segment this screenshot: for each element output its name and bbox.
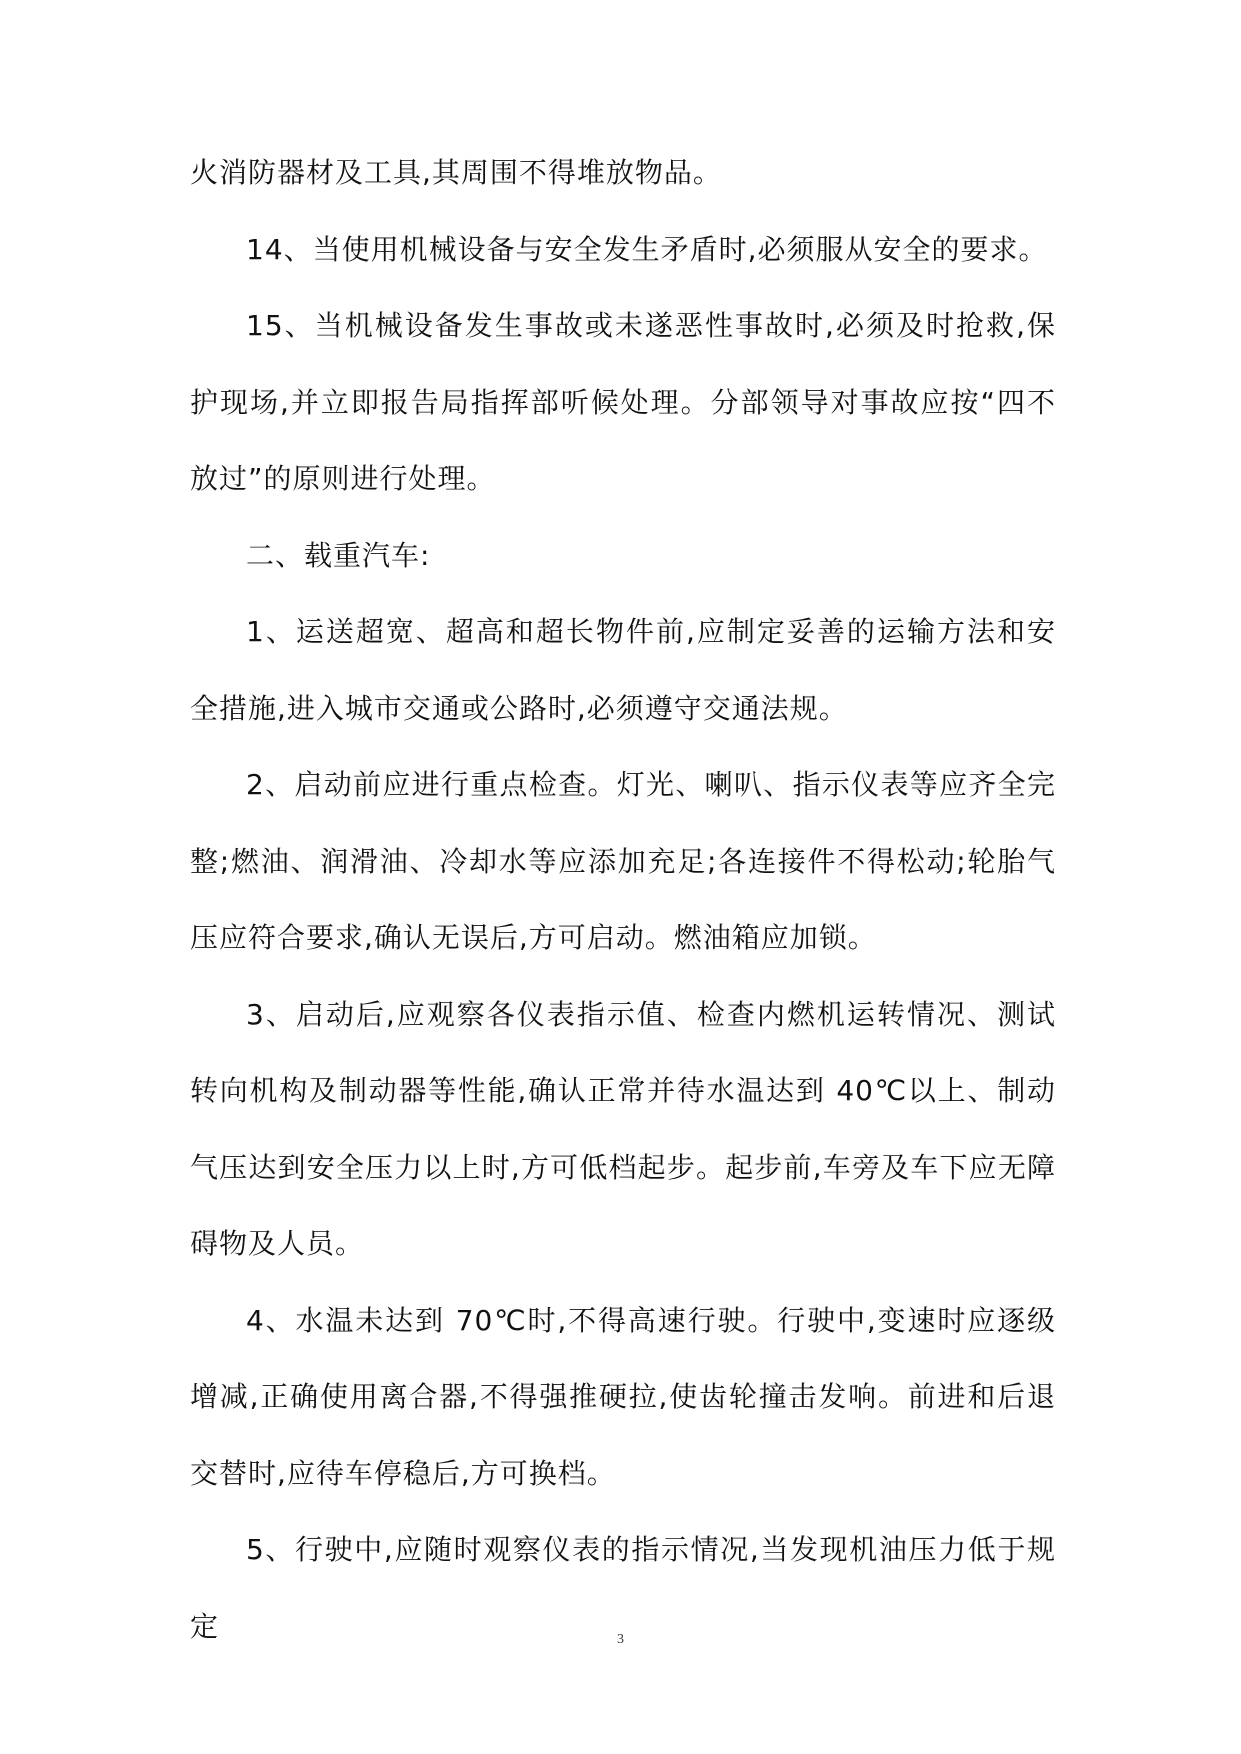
paragraph-item-3: 3、启动后,应观察各仪表指示值、检查内燃机运转情况、测试转向机构及制动器等性能,确认正常并待水温达到 40℃以上、制动气压达到安全压力以上时,方可低档起步。起步前,车旁及车下应无障碍物及人员。 (190, 997, 1056, 1260)
paragraph-item-4: 4、水温未达到 70℃时,不得高速行驶。行驶中,变速时应逐级增减,正确使用离合器,不得强推硬拉,使齿轮撞击发响。前进和后退交替时,应待车停稳后,方可换档。 (190, 1303, 1056, 1490)
paragraph-item-5: 5、行驶中,应随时观察仪表的指示情况,当发现机油压力低于规定 (190, 1533, 1056, 1643)
section-heading-truck: 二、载重汽车: (246, 538, 431, 572)
body-text (190, 135, 1056, 1665)
paragraph-item-15: 15、当机械设备发生事故或未遂恶性事故时,必须及时抢救,保护现场,并立即报告局指挥部听候处理。分部领导对事故应按“四不放过”的原则进行处理。 (190, 309, 1056, 495)
paragraph-continuation: 火消防器材及工具,其周围不得堆放物品。 (190, 156, 722, 189)
page-number: 3 (617, 1632, 624, 1647)
paragraph-item-2: 2、启动前应进行重点检查。灯光、喇叭、指示仪表等应齐全完整;燃油、润滑油、冷却水等应添加充足;各连接件不得松动;轮胎气压应符合要求,确认无误后,方可启动。燃油箱应加锁。 (190, 768, 1056, 954)
paragraph-item-14: 14、当使用机械设备与安全发生矛盾时,必须服从安全的要求。 (246, 232, 1048, 266)
paragraph-item-1: 1、运送超宽、超高和超长物件前,应制定妥善的运输方法和安全措施,进入城市交通或公路时,必须遵守交通法规。 (190, 615, 1056, 725)
